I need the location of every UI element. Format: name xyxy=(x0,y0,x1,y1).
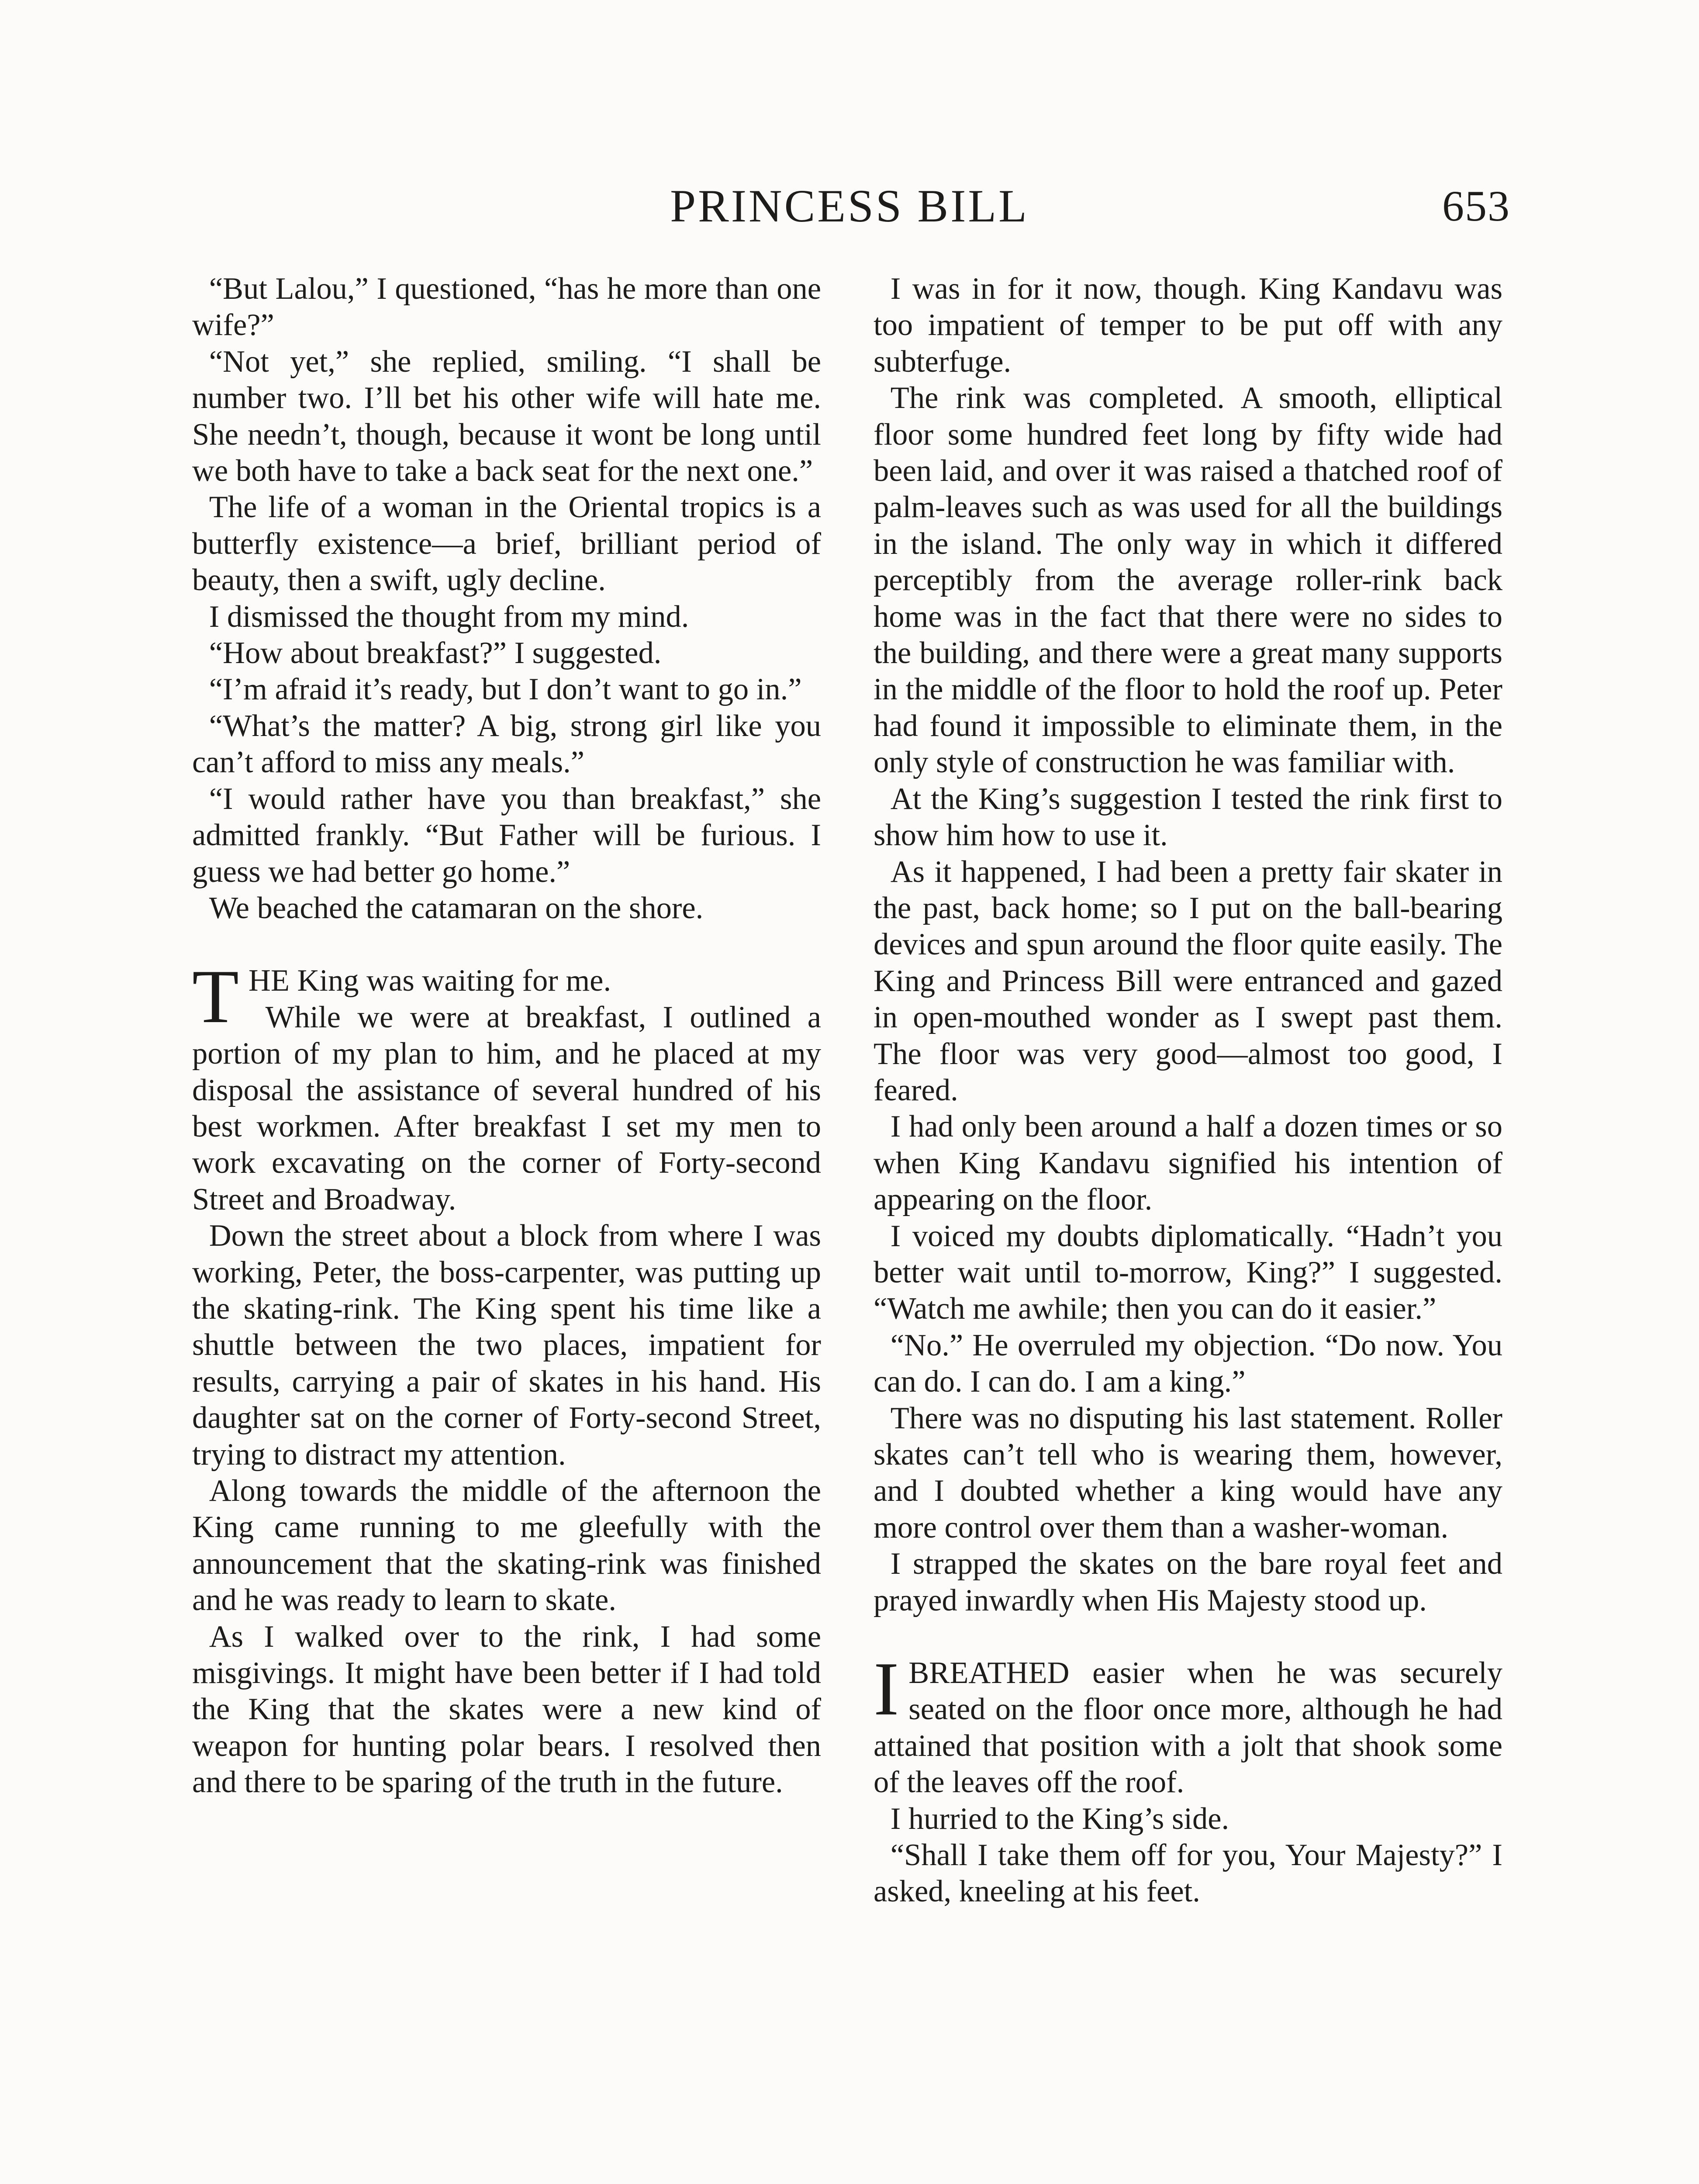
paragraph: As I walked over to the rink, I had some misgivings. It might have been better if I had told the King that the skates were a new kind of weapon for hunting polar bears. I resolved then and there to be sparing of the truth in the future. xyxy=(192,1619,821,1800)
page-number: 653 xyxy=(1442,182,1510,230)
paragraph: I hurried to the King’s side. xyxy=(890,1801,1229,1836)
drop-cap: I xyxy=(874,1646,899,1731)
paragraph: I voiced my doubts diplomatically. “Hadn’t you better wait until to-morrow, King?” I suggested. “Watch me awhile; then you can do it easier.” xyxy=(874,1219,1502,1326)
paragraph: “I would rather have you than breakfast,” she admitted frankly. “But Father will be furious. I guess we had better go home.” xyxy=(192,781,821,889)
paragraph: “Shall I take them off for you, Your Majesty?” I asked, kneeling at his feet. xyxy=(874,1838,1502,1909)
paragraph: Along towards the middle of the afternoon the King came running to me gleefully with the announcement that the skating-rink was finished and he was ready to learn to skate. xyxy=(192,1474,821,1617)
paragraph: At the King’s suggestion I tested the rink first to show him how to use it. xyxy=(874,781,1502,853)
drop-cap: T xyxy=(192,954,239,1039)
paragraph: I had only been around a half a dozen times or so when King Kandavu signified his intention of appearing on the floor. xyxy=(874,1109,1502,1217)
right-column xyxy=(874,271,1502,1910)
paragraph: The life of a woman in the Oriental tropics is a butterfly existence—a brief, brilliant period of beauty, then a swift, ugly decline. xyxy=(192,490,821,598)
paragraph: “Not yet,” she replied, smiling. “I shall be number two. I’ll bet his other wife will hate me. She needn’t, though, because it wont be long until we both have to take a back seat for the next one.” xyxy=(192,344,821,488)
paragraph: “What’s the matter? A big, strong girl like you can’t afford to miss any meals.” xyxy=(192,708,821,780)
paragraph: I dismissed the thought from my mind. xyxy=(209,599,689,634)
paragraph: “No.” He overruled my objection. “Do now. You can do. I can do. I am a king.” xyxy=(874,1328,1502,1399)
paragraph: There was no disputing his last statement. Roller skates can’t tell who is wearing them, however, and I doubted whether a king would have any more control over them than a washer-woman. xyxy=(874,1401,1502,1545)
left-column xyxy=(192,271,821,1801)
paragraph: Down the street about a block from where I was working, Peter, the boss-carpenter, was putting up the skating-rink. The King spent his time like a shuttle between the two places, impatient for results, carrying a pair of skates in his hand. His daughter sat on the corner of Forty-second Street, trying to distract my attention. xyxy=(192,1219,821,1472)
paragraph: “I’m afraid it’s ready, but I don’t want to go in.” xyxy=(209,672,802,707)
paragraph: “But Lalou,” I questioned, “has he more than one wife?” xyxy=(192,272,821,342)
paragraph: As it happened, I had been a pretty fair skater in the past, back home; so I put on the ball-bearing devices and spun around the floor quite easily. The King and Princess Bill were entranced and gazed in open-mouthed wonder as I swept past them. The floor was very good—almost too good, I feared. xyxy=(874,854,1502,1107)
section-opening-paragraph xyxy=(874,1646,1502,1801)
page-header xyxy=(0,180,1699,232)
section-opening-paragraph xyxy=(192,954,821,1039)
paragraph: “How about breakfast?” I suggested. xyxy=(209,636,662,670)
section-first-line: BREATHED easier when he was securely seated on the floor once more, although he had attained that position with a jolt that shook some of the leaves off the roof. xyxy=(874,1656,1502,1800)
paragraph: I was in for it now, though. King Kandavu was too impatient of temper to be put off with any subterfuge. xyxy=(874,272,1502,379)
paragraph: The rink was completed. A smooth, elliptical floor some hundred feet long by fifty wide had been laid, and over it was raised a thatched roof of palm-leaves such as was used for all the buildings in the island. The only way in which it differed perceptibly from the average roller-rink back home was in the fact that there were no sides to the building, and there were a great many supports in the middle of the floor to hold the roof up. Peter had found it impossible to eliminate them, in the only style of construction he was familiar with. xyxy=(874,381,1502,780)
paragraph: While we were at breakfast, I outlined a portion of my plan to him, and he placed at my disposal the assistance of several hundred of his best workmen. After breakfast I set my men to work excavating on the corner of Forty-second Street and Broadway. xyxy=(192,1000,821,1216)
section-first-line: HE King was waiting for me. xyxy=(248,964,611,998)
running-title: PRINCESS BILL xyxy=(670,180,1029,232)
paragraph: I strapped the skates on the bare royal feet and prayed inwardly when His Majesty stood up. xyxy=(874,1547,1502,1617)
paragraph: We beached the catamaran on the shore. xyxy=(209,891,704,925)
